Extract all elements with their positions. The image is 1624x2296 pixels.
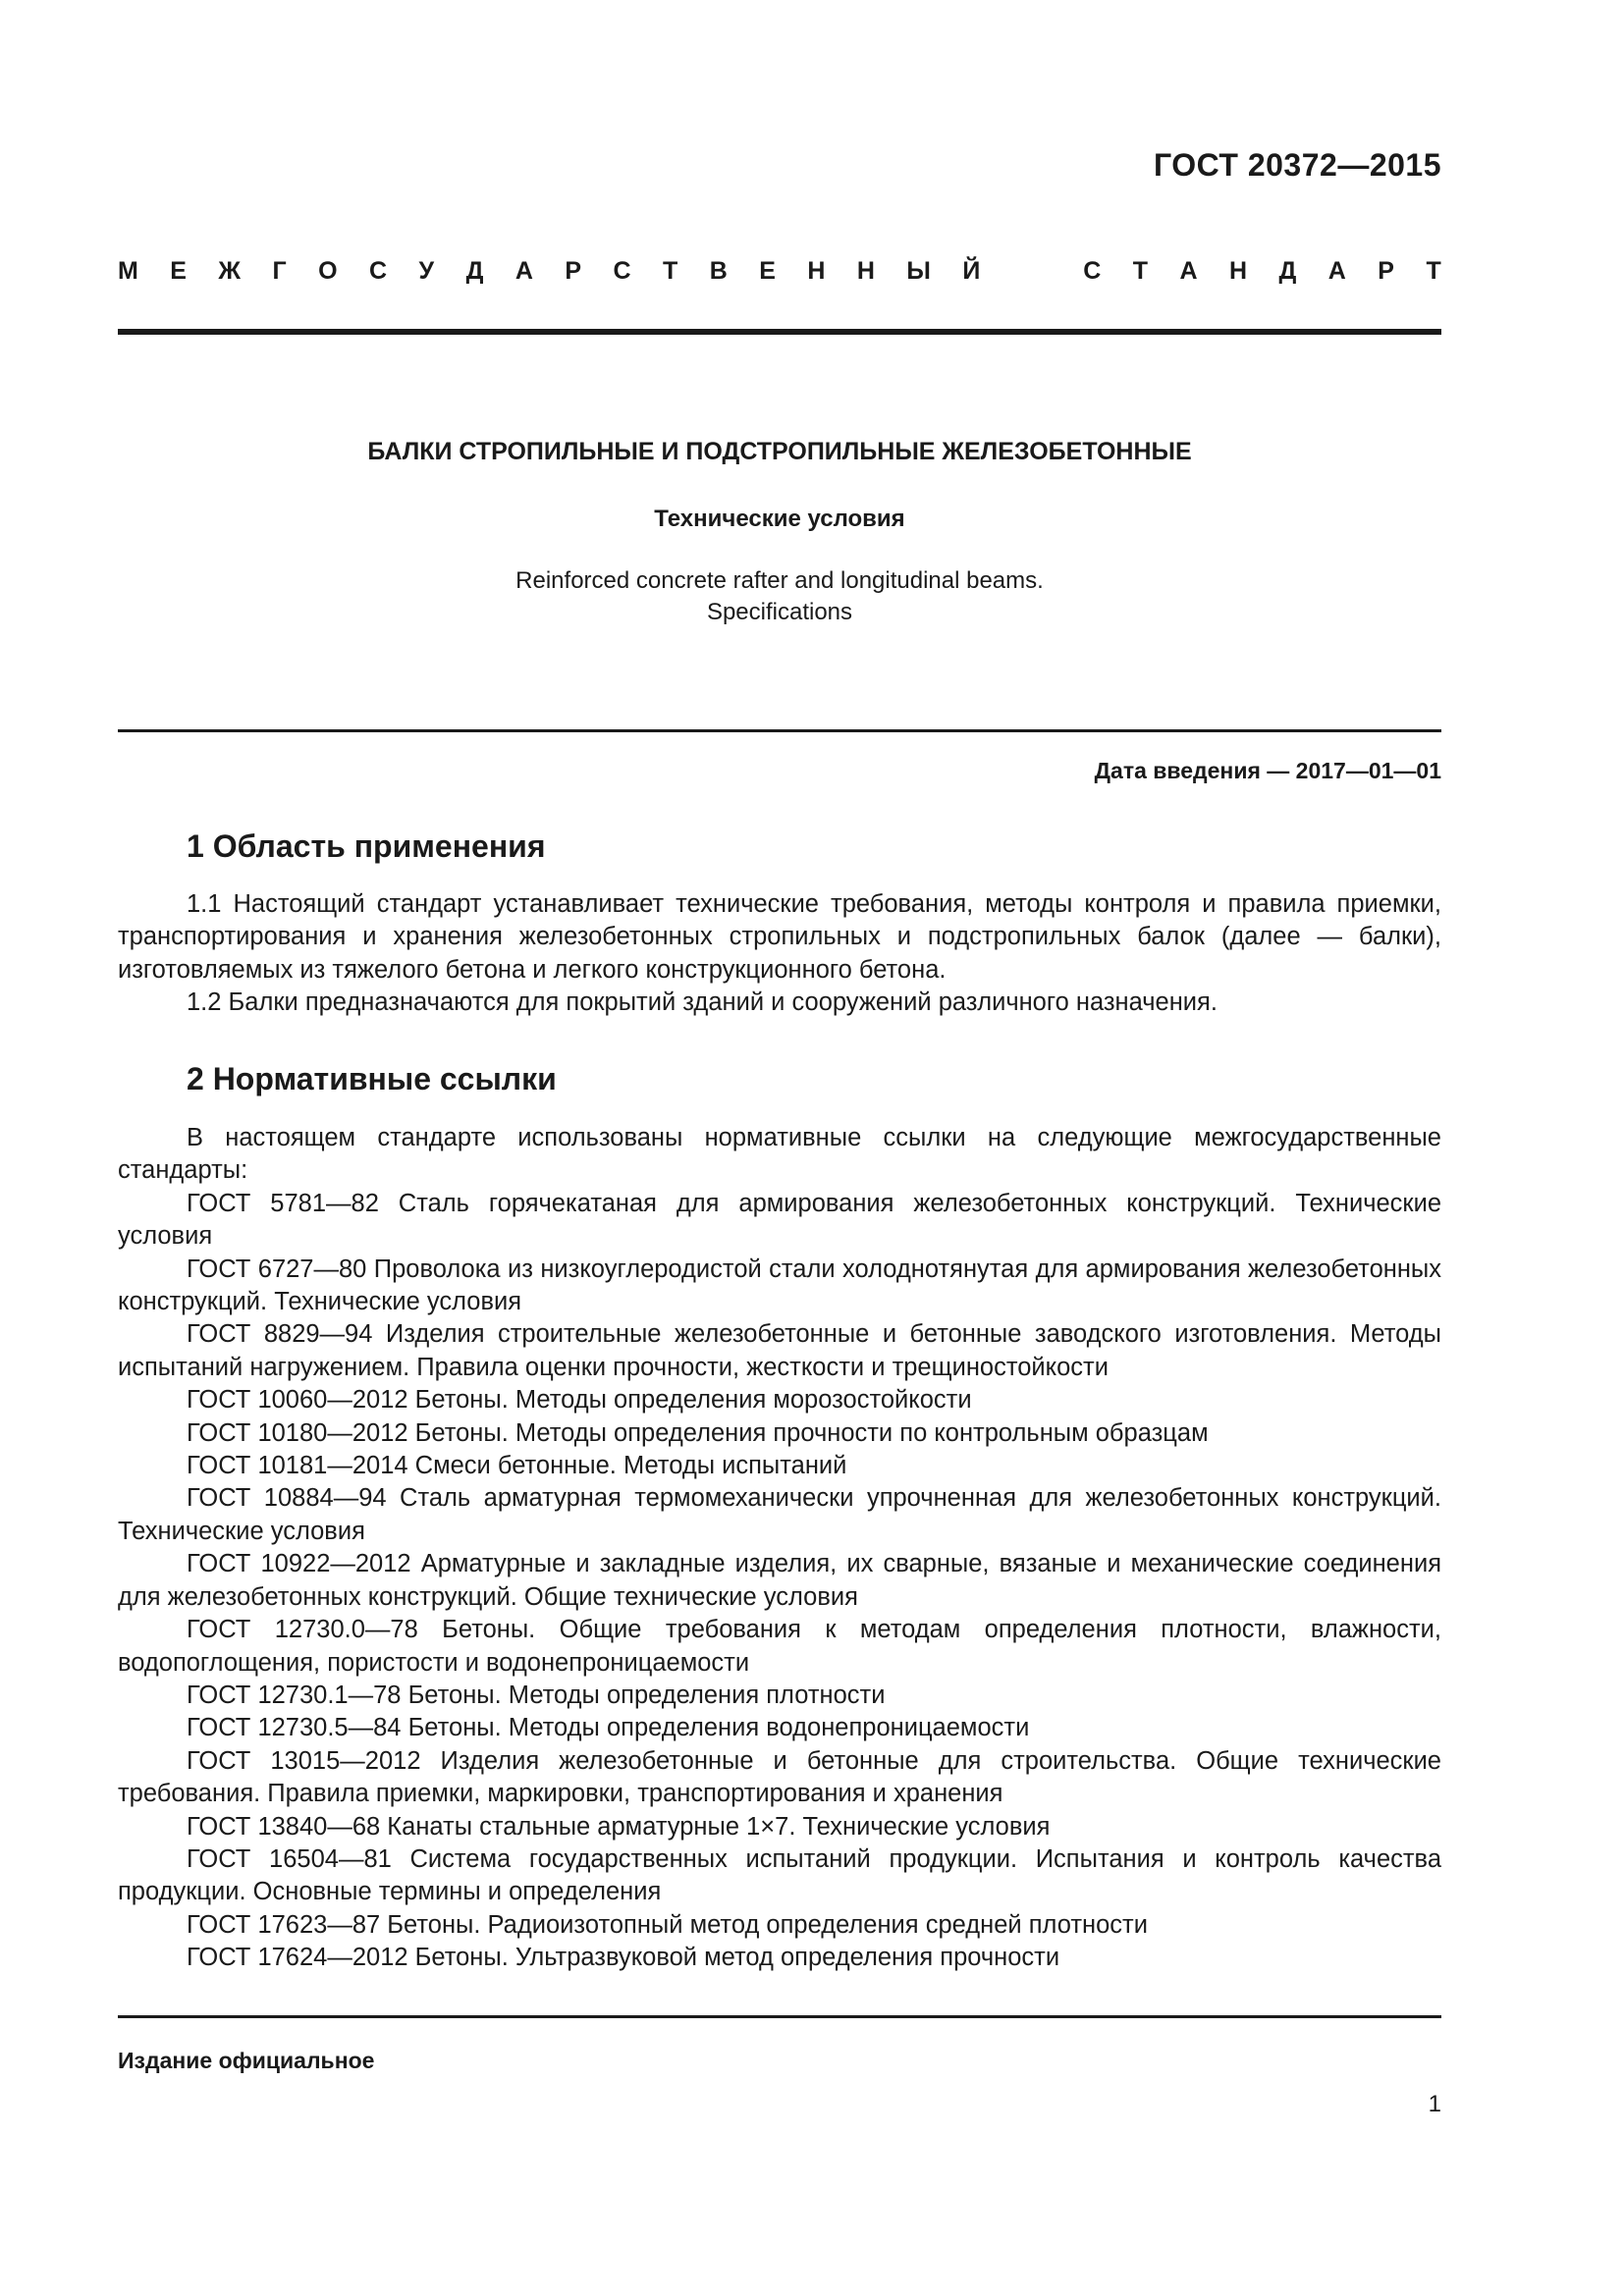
reference-entry: ГОСТ 12730.0—78 Бетоны. Общие требования к методам определения плотности, влажности, водопоглощения, пористости и водонепроницаемости (118, 1616, 1441, 1677)
banner-letter: Р (1378, 257, 1394, 285)
banner-letter: С (1083, 257, 1102, 285)
banner-letter: Н (1229, 257, 1248, 285)
reference-entry: ГОСТ 5781—82 Сталь горячекатаная для армирования железобетонных конструкций. Технические условия (118, 1189, 1441, 1251)
section-1-body (118, 888, 1441, 1020)
document-title: БАЛКИ СТРОПИЛЬНЫЕ И ПОДСТРОПИЛЬНЫЕ ЖЕЛЕЗОБЕТОННЫЕ (367, 438, 1192, 465)
banner-letter: С (613, 257, 631, 285)
reference-entry: ГОСТ 10181—2014 Смеси бетонные. Методы испытаний (187, 1452, 847, 1480)
reference-entry: ГОСТ 10922—2012 Арматурные и закладные изделия, их сварные, вязаные и механические соединения для железобетонных конструкций. Общие технические условия (118, 1550, 1441, 1611)
reference-entry: ГОСТ 10180—2012 Бетоны. Методы определения прочности по контрольным образцам (187, 1418, 1209, 1447)
reference-entry: ГОСТ 12730.5—84 Бетоны. Методы определения водонепроницаемости (187, 1714, 1030, 1742)
section-1-heading: 1 Область применения (187, 828, 546, 864)
reference-entry: ГОСТ 13840—68 Канаты стальные арматурные 1×7. Технические условия (187, 1812, 1051, 1841)
english-title-line: Specifications (706, 599, 853, 625)
paragraph: 1.1 Настоящий стандарт устанавливает технические требования, методы контроля и правила приемки, транспортирования и хранения железобетонных стропильных и подстропильных балок (далее — балки), изготовляемых из тяжелого бетона и легкого конструкционного бетона. (118, 890, 1441, 984)
standard-banner (118, 257, 1441, 286)
paragraph: В настоящем стандарте использованы нормативные ссылки на следующие межгосударственные стандарты: (118, 1124, 1441, 1185)
banner-letter: В (709, 257, 728, 285)
banner-letter: А (1327, 257, 1346, 285)
reference-entry: ГОСТ 16504—81 Система государственных испытаний продукции. Испытания и контроль качества продукции. Основные термины и определения (118, 1844, 1441, 1906)
banner-letter: Ы (906, 257, 931, 285)
banner-letter: Д (1278, 257, 1297, 285)
document-subtitle: Технические условия (654, 506, 905, 532)
banner-letter: Д (465, 257, 484, 285)
reference-entry: ГОСТ 10884—94 Сталь арматурная термомеханически упрочненная для железобетонных конструкций. Технические условия (118, 1484, 1441, 1545)
paragraph: 1.2 Балки предназначаются для покрытий зданий и сооружений различного назначения. (187, 988, 1218, 1017)
page-number: 1 (1428, 2091, 1441, 2117)
banner-letter: Н (856, 257, 875, 285)
banner-letter: Ж (218, 257, 242, 285)
banner-letter: Р (565, 257, 582, 285)
header-rule (118, 329, 1441, 335)
banner-letter: Т (663, 257, 678, 285)
banner-letter: Н (807, 257, 826, 285)
reference-entry: ГОСТ 13015—2012 Изделия железобетонные и бетонные для строительства. Общие технические требования. Правила приемки, маркировки, транспортирования и хранения (118, 1746, 1441, 1808)
reference-entry: ГОСТ 12730.1—78 Бетоны. Методы определения плотности (187, 1681, 886, 1709)
banner-letter: С (369, 257, 388, 285)
banner-letter: М (118, 257, 138, 285)
reference-entry: ГОСТ 10060—2012 Бетоны. Методы определения морозостойкости (187, 1386, 972, 1415)
banner-letter: Г (272, 257, 287, 285)
reference-entry: ГОСТ 17623—87 Бетоны. Радиоизотопный метод определения средней плотности (187, 1910, 1148, 1939)
english-title-line: Reinforced concrete rafter and longitudinal beams. (515, 567, 1044, 594)
banner-letter: Т (1426, 257, 1441, 285)
reference-entry: ГОСТ 8829—94 Изделия строительные железобетонные и бетонные заводского изготовления. Методы испытаний нагружением. Правила оценки прочности, жесткости и трещиностойкости (118, 1320, 1441, 1381)
section-2-body (118, 1122, 1441, 1975)
section-2-heading: 2 Нормативные ссылки (187, 1061, 557, 1096)
banner-letter: Й (962, 257, 981, 285)
document-number: ГОСТ 20372—2015 (1153, 147, 1441, 183)
banner-letter: Т (1132, 257, 1149, 285)
banner-letter: А (1179, 257, 1198, 285)
banner-letter: Е (170, 257, 187, 285)
title-rule (118, 729, 1441, 732)
banner-letter: О (318, 257, 338, 285)
official-edition-label: Издание официальное (118, 2048, 375, 2073)
banner-gap (1012, 257, 1052, 286)
banner-letter: А (514, 257, 533, 285)
reference-entry: ГОСТ 17624—2012 Бетоны. Ультразвуковой метод определения прочности (187, 1944, 1060, 1972)
introduction-date: Дата введения — 2017—01—01 (1094, 758, 1441, 783)
banner-letter: У (418, 257, 435, 285)
footer-rule (118, 2015, 1441, 2018)
english-title (118, 565, 1441, 628)
banner-letter: Е (759, 257, 776, 285)
reference-entry: ГОСТ 6727—80 Проволока из низкоуглеродистой стали холоднотянутая для армирования железобетонных конструкций. Технические условия (118, 1255, 1441, 1316)
